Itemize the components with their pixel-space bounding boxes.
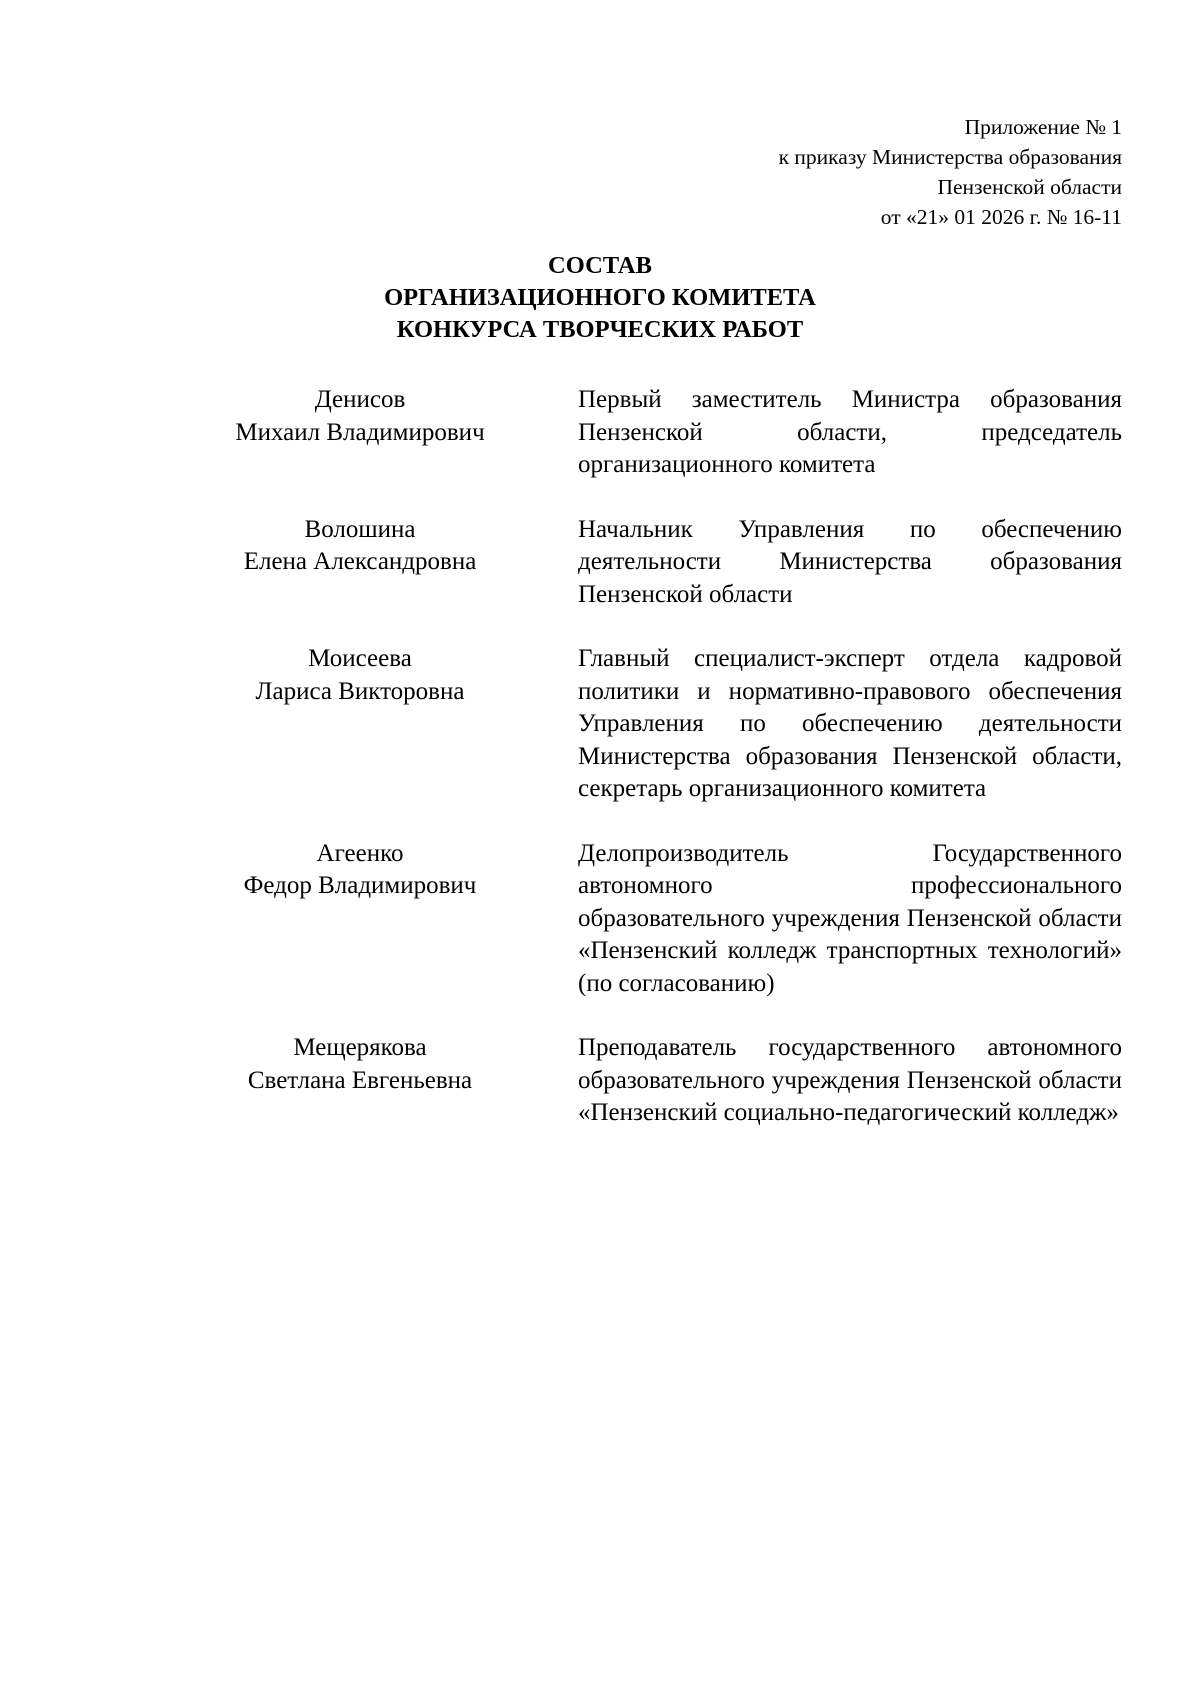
member-name	[200, 514, 520, 612]
member-surname: Волошина	[304, 515, 416, 543]
member-name	[200, 643, 520, 806]
title-line-1: СОСТАВ	[548, 252, 652, 279]
member-given-names: Елена Александровна	[243, 548, 477, 575]
member-given-names: Михаил Владимирович	[235, 418, 485, 446]
title-line-2: ОРГАНИЗАЦИОННОГО КОМИТЕТА	[384, 284, 816, 311]
member-given-names: Федор Владимирович	[243, 872, 477, 899]
member-role: Главный специалист-эксперт отдела кадровой политики и нормативно-правового обеспечения Управления по обеспечению деятельности Министерства образования Пензенской области, секретарь организационного комитета	[578, 645, 1122, 802]
appendix-number: Приложение № 1	[964, 115, 1122, 139]
member-surname: Агеенко	[316, 839, 404, 867]
title-line-3: КОНКУРСА ТВОРЧЕСКИХ РАБОТ	[396, 316, 804, 343]
member-surname: Денисов	[314, 386, 406, 413]
committee-members-list	[200, 384, 1122, 1130]
member-entry	[200, 1032, 1122, 1130]
member-name	[200, 384, 520, 482]
appendix-order-reference: к приказу Министерства образования	[778, 145, 1122, 169]
member-entry	[200, 838, 1122, 1001]
member-given-names: Светлана Евгеньевна	[247, 1066, 473, 1094]
appendix-header	[602, 112, 1122, 232]
member-surname: Мещерякова	[293, 1034, 427, 1061]
member-given-names: Лариса Викторовна	[255, 677, 465, 705]
member-name	[200, 1032, 520, 1130]
member-role: Начальник Управления по обеспечению деятельности Министерства образования Пензенской области	[578, 515, 1122, 608]
document-title	[0, 250, 1200, 346]
member-entry	[200, 384, 1122, 482]
member-entry	[200, 643, 1122, 806]
appendix-order-date-number: от «21» 01 2026 г. № 16-11	[880, 205, 1122, 229]
appendix-region: Пензенской области	[937, 175, 1122, 199]
member-role: Преподаватель государственного автономного образовательного учреждения Пензенской области «Пензенский социально-педагогический колледж»	[578, 1034, 1122, 1126]
member-role: Первый заместитель Министра образования Пензенской области, председатель организационного комитета	[578, 386, 1122, 478]
member-name	[200, 838, 520, 1001]
member-surname: Моисеева	[308, 645, 412, 672]
member-role: Делопроизводитель Государственного автономного профессионального образовательного учреждения Пензенской области «Пензенский колледж транспортных технологий» (по согласованию)	[578, 839, 1122, 997]
member-entry	[200, 514, 1122, 612]
